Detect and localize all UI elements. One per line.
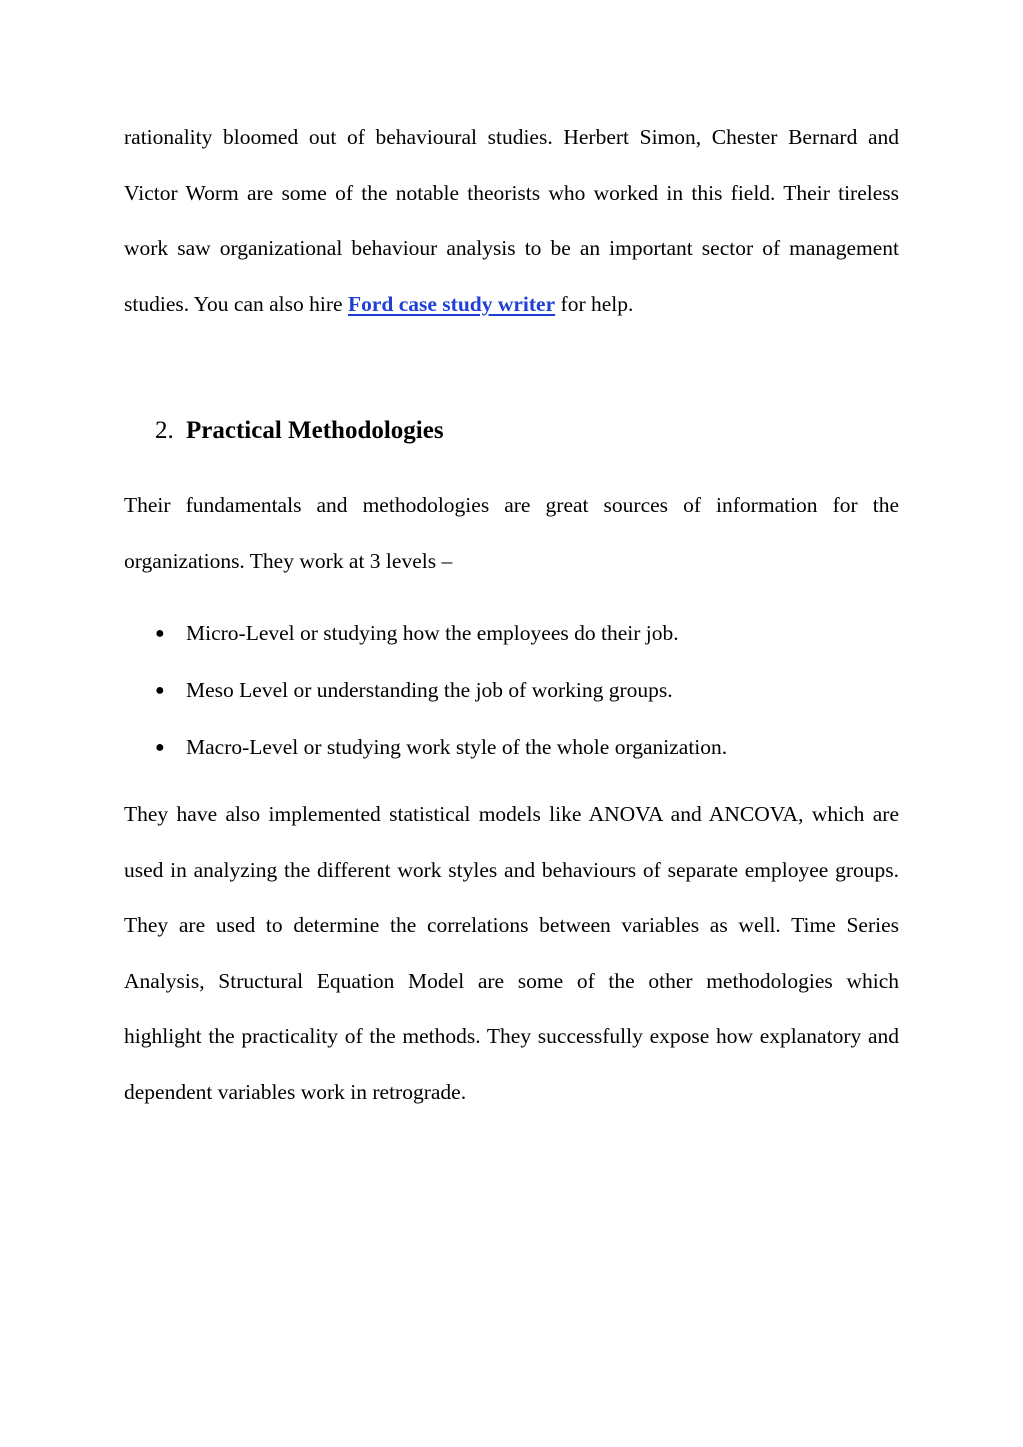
list-item-text: Meso Level or understanding the job of working groups. [186, 678, 673, 702]
intro-text-after-link: for help. [555, 291, 634, 316]
ford-case-study-writer-link[interactable]: Ford case study writer [347, 291, 556, 316]
intro-paragraph [124, 110, 899, 332]
statistics-paragraph: They have also implemented statistical models like ANOVA and ANCOVA, which are used in analyzing the different work styles and behaviours of separate employee groups. They are used to determine the correlations between variables as well. Time Series Analysis, Structural Equation Model are some of the other methodologies which highlight the practicality of the methods. They successfully expose how explanatory and dependent variables work in retrograde. [124, 802, 899, 1104]
bullet-icon: ● [155, 682, 165, 699]
section-number: 2. [155, 417, 174, 444]
bullet-icon: ● [155, 625, 165, 642]
list-item [155, 605, 895, 662]
intro-text-before-link: rationality bloomed out of behavioural studies. Herbert Simon, Chester Bernard and Victor Worm are some of the notable theorists who worked in this field. Their tireless work saw organizational behaviour analysis to be an important sector of management studies. You can also hire [124, 125, 899, 316]
list-item [155, 719, 895, 776]
list-item-text: Micro-Level or studying how the employees do their job. [186, 621, 679, 645]
section-heading [155, 412, 444, 450]
list-item-text: Macro-Level or studying work style of the whole organization. [186, 735, 728, 759]
list-item [155, 662, 895, 719]
section-title: Practical Methodologies [186, 417, 444, 444]
levels-bullet-list [155, 605, 895, 776]
bullet-icon: ● [155, 739, 165, 756]
levels-paragraph: Their fundamentals and methodologies are great sources of information for the organizations. They work at 3 levels – [124, 493, 899, 573]
